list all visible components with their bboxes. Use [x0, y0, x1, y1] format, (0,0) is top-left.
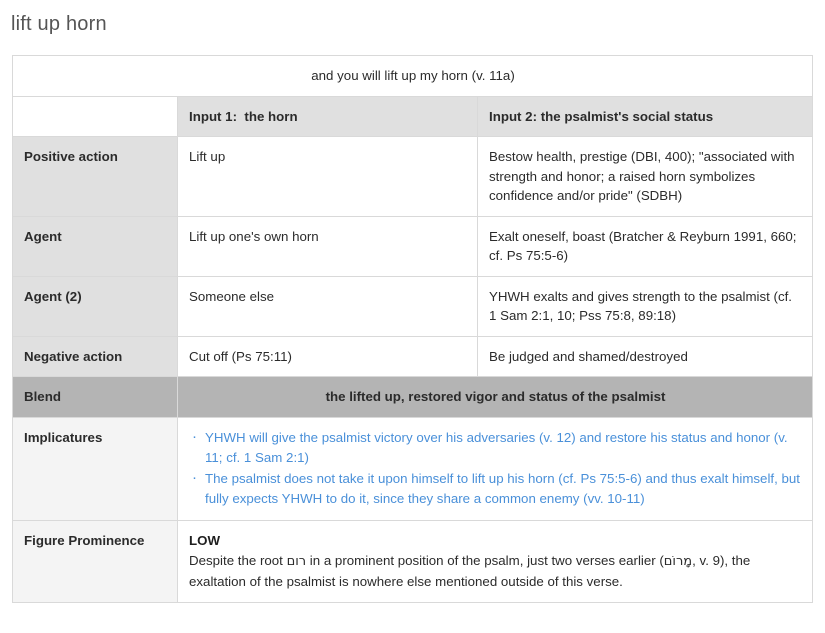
cell-agent-input2: Exalt oneself, boast (Bratcher & Reyburn 1991, 660; cf. Ps 75:5-6) — [478, 216, 813, 276]
header-cell-input2: Input 2: the psalmist's social status — [478, 96, 813, 137]
table-row — [13, 336, 813, 377]
figure-prominence-level: LOW — [189, 532, 221, 548]
fp-text-before: Despite the root — [189, 552, 287, 568]
table-row-figure-prominence — [13, 520, 813, 602]
fp-text-middle: in a prominent position of the psalm, just two verses earlier ( — [306, 552, 664, 568]
conceptual-blend-table — [12, 55, 813, 603]
table-row-implicatures — [13, 417, 813, 520]
cell-agent-2-input1: Someone else — [178, 276, 478, 336]
table-caption-row — [13, 56, 813, 97]
cell-positive-action-input1: Lift up — [178, 137, 478, 217]
implicatures-list — [189, 428, 802, 509]
figure-prominence-text — [189, 551, 802, 592]
table-header-row — [13, 96, 813, 137]
page-title: lift up horn — [11, 13, 107, 35]
hebrew-root: רום — [286, 553, 307, 569]
fp-text-after: , v. 9), the exaltation of the psalmist is nowhere else mentioned outside of this verse. — [189, 552, 751, 589]
cell-implicatures — [178, 417, 813, 520]
row-label-agent-2: Agent (2) — [13, 276, 178, 336]
table-row — [13, 276, 813, 336]
header-cell-blank — [13, 96, 178, 137]
table-row-blend — [13, 377, 813, 418]
list-item: · The psalmist does not take it upon himself to lift up his horn (cf. Ps 75:5-6) and thus exalt himself, but fully expects YHWH to do it, since they share a common enemy (vv. 10-11) — [189, 469, 802, 509]
row-label-figure-prominence: Figure Prominence — [13, 520, 178, 602]
blend-table-container — [0, 37, 825, 603]
cell-blend-value: the lifted up, restored vigor and status of the psalmist — [178, 377, 813, 418]
table-row — [13, 137, 813, 217]
header-cell-input1: Input 1: the horn — [178, 96, 478, 137]
table-caption-cell: and you will lift up my horn (v. 11a) — [13, 56, 813, 97]
hebrew-word-marom: מָרוֹם — [663, 553, 693, 569]
row-label-blend: Blend — [13, 377, 178, 418]
cell-agent-2-input2: YHWH exalts and gives strength to the psalmist (cf. 1 Sam 2:1, 10; Pss 75:8, 89:18) — [478, 276, 813, 336]
row-label-implicatures: Implicatures — [13, 417, 178, 520]
cell-negative-action-input1: Cut off (Ps 75:11) — [178, 336, 478, 377]
cell-figure-prominence — [178, 520, 813, 602]
cell-negative-action-input2: Be judged and shamed/destroyed — [478, 336, 813, 377]
list-item: · YHWH will give the psalmist victory over his adversaries (v. 12) and restore his status and honor (v. 11; cf. 1 Sam 2:1) — [189, 428, 802, 468]
row-label-positive-action: Positive action — [13, 137, 178, 217]
table-row — [13, 216, 813, 276]
cell-positive-action-input2: Bestow health, prestige (DBI, 400); "associated with strength and honor; a raised horn symbolizes confidence and/or pride" (SDBH) — [478, 137, 813, 217]
row-label-negative-action: Negative action — [13, 336, 178, 377]
row-label-agent: Agent — [13, 216, 178, 276]
cell-agent-input1: Lift up one's own horn — [178, 216, 478, 276]
